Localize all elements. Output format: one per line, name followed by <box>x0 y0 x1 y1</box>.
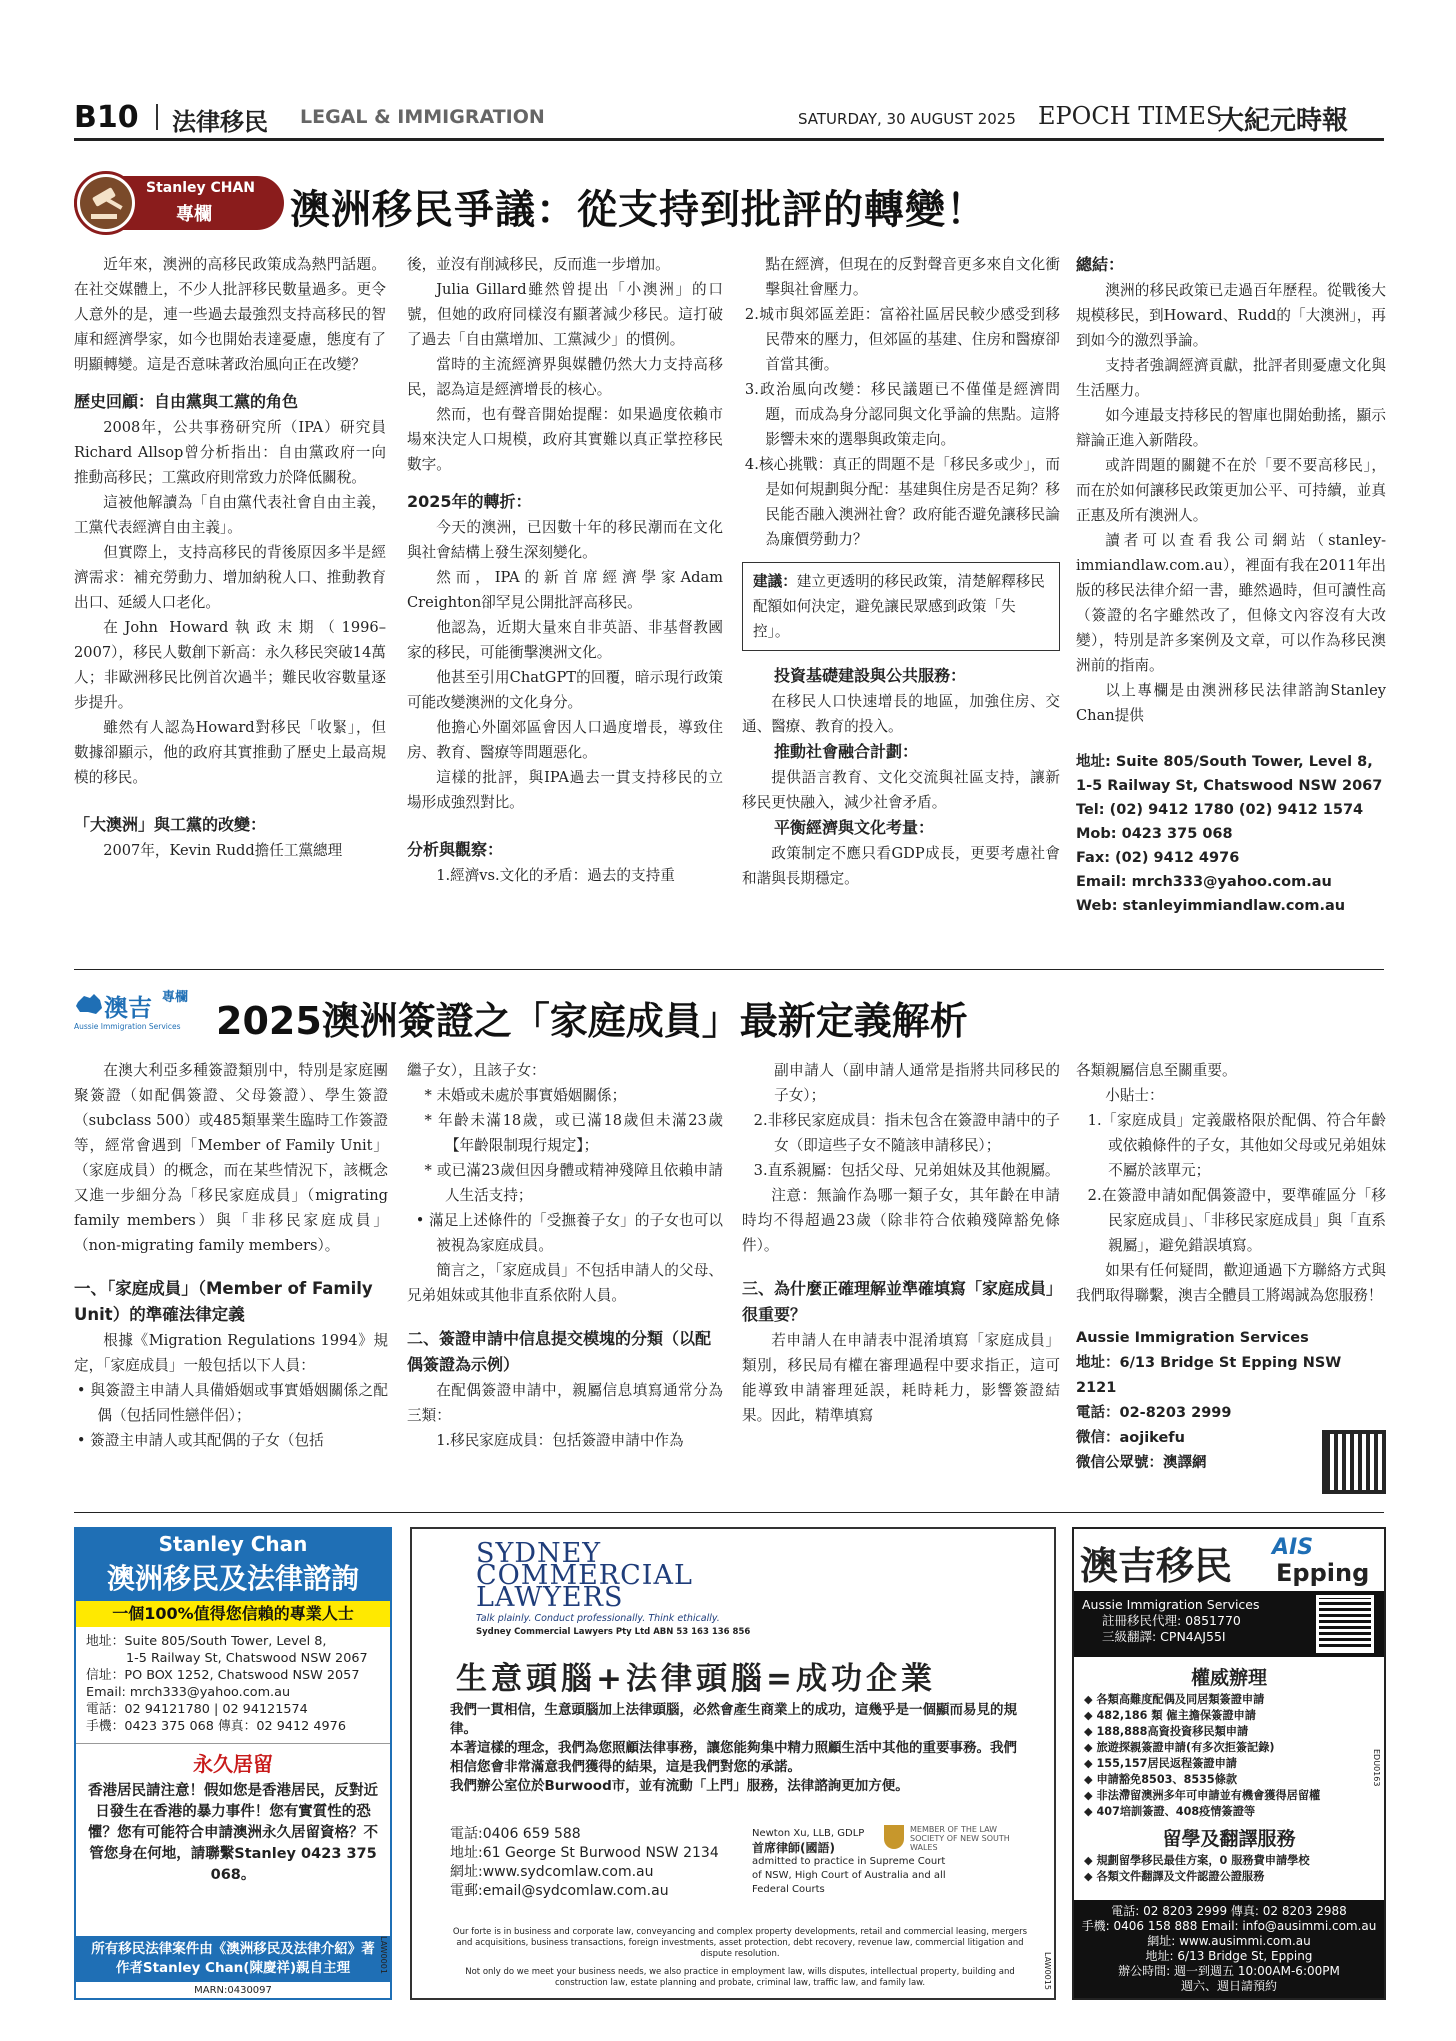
ad1-footer: 所有移民法律案件由《澳洲移民及法律介紹》著作者Stanley Chan(陳慶祥)親自主理 <box>76 1936 390 1982</box>
paragraph: 支持者強調經濟貢獻，批評者則憂慮文化與生活壓力。 <box>1076 357 1386 399</box>
ad3-info <box>1074 1591 1384 1657</box>
paragraph: 後，並沒有削減移民，反而進一步增加。 <box>407 256 670 273</box>
subheading: 總結： <box>1076 255 1125 274</box>
list-item: * 未婚或未處於事實婚姻關係； <box>424 1087 627 1104</box>
paragraph: 2007年，Kevin Rudd擔任工黨總理 <box>103 842 343 859</box>
australia-map-icon <box>74 992 104 1016</box>
paragraph: 副申請人（副申請人通常是指將共同移民的子女）； <box>774 1062 1060 1104</box>
ad3-heading-1: 權威辦理 <box>1190 1667 1267 1689</box>
list-item: • 滿足上述條件的「受撫養子女」的子女也可以被視為家庭成員。 <box>415 1212 723 1254</box>
recommendation-label: 建議： <box>753 573 797 590</box>
a2-col-3 <box>742 1058 1060 1500</box>
list-item: • 與簽證主申請人具備婚姻或事實婚姻關係之配偶（包括同性戀伴侶）； <box>76 1382 388 1424</box>
ad2-tagline: Talk plainly. Conduct professionally. Think ethically. <box>476 1613 720 1624</box>
ad-stanley-chan[interactable] <box>74 1527 392 2000</box>
ad3-epping: Epping <box>1276 1559 1370 1587</box>
ad2-person-name: Newton Xu, LLB, GDLP <box>752 1828 865 1839</box>
subheading: 平衡經濟與文化考量： <box>774 818 935 837</box>
paragraph: 他認為，近期大量來自非英語、非基督教國家的移民，可能衝擊澳洲文化。 <box>407 619 723 661</box>
columnist-name: Stanley CHAN <box>146 180 256 196</box>
paragraph: 注意：無論作為哪一類子女，其年齡在申請時均不得超過23歲（除非符合依賴殘障豁免條件）。 <box>742 1187 1060 1254</box>
a1-col-4 <box>1076 252 1386 962</box>
ad1-subtitle: 永久居留 <box>76 1743 390 1777</box>
contact-wechat: 微信：aojikefu <box>1076 1430 1185 1446</box>
paragraph: 2008年，公共事務研究所（IPA）研究員Richard Allsop曾分析指出：自由黨政府一向推動高移民；工黨政府則常致力於降低關稅。 <box>74 419 386 486</box>
ad2-logo <box>476 1538 693 1613</box>
section-title-en: LEGAL & IMMIGRATION <box>300 106 545 128</box>
subheading: 2025年的轉折： <box>407 492 532 511</box>
subheading: 分析與觀察： <box>407 840 504 859</box>
ad2-phone: 電話:0406 659 588 <box>450 1826 581 1842</box>
ad2-email[interactable]: 電郵:email@sydcomlaw.com.au <box>450 1883 669 1899</box>
ad1-body: 香港居民請注意！假如您是香港居民，反對近日發生在香港的暴力事件！您有實質性的恐懼？您有可能符合申請澳洲永久居留資格？不管您身在何地，請聯繫Stanley 0423 375 068。 <box>88 1783 378 1883</box>
paragraph: 在John Howard執政末期（1996–2007），移民人數創下新高：永久移民突破14萬人；非歐洲移民比例首次過半；難民收容數量逐步提升。 <box>74 619 386 711</box>
ad1-code: LAW0001 <box>379 1936 388 1974</box>
recommendation-text: 建立更透明的移民政策，清楚解釋移民配額如何決定，避免讓民眾感到政策「失控」。 <box>753 573 1045 640</box>
paper-name-en: EPOCH TIMES <box>1038 102 1223 130</box>
contact-address-2: 1-5 Railway St, Chatswood NSW 2067 <box>1076 778 1383 794</box>
ad3-heading-2: 留學及翻譯服務 <box>1162 1828 1296 1850</box>
ad1-name: Stanley Chan <box>76 1529 390 1559</box>
ad3-service: ◆ 非法滯留澳洲多年可申請並有機會獲得居留權 <box>1084 1789 1321 1802</box>
paragraph: 在澳大利亞多種簽證類別中，特別是家庭團聚簽證（如配偶簽證、父母簽證）、學生簽證（subclass 500）或485類畢業生臨時工作簽證等，經常會遇到「Member of Family Unit」（家庭成員）的概念，而在某些情況下，該概念又進一步細分為「移民家庭成員」（migrating family members）與「非移民家庭成員」（non-migrating family members）。 <box>74 1062 388 1254</box>
ad3-service: ◆ 申請豁免8503、8535條款 <box>1084 1773 1238 1786</box>
article-divider <box>74 969 1384 970</box>
paper-name-cn: 大紀元時報 <box>1218 106 1349 136</box>
ad1-line: 手機：0423 375 068 傳真：02 9412 4976 <box>86 1719 346 1734</box>
columnist-label: 專欄 <box>176 204 212 225</box>
page-number: B10 <box>74 100 139 135</box>
ad2-para: 我們辦公室位於Burwood市，並有流動「上門」服務，法律諮詢更加方便。 <box>450 1778 909 1794</box>
ad2-logo-line: COMMERCIAL <box>476 1560 693 1591</box>
paragraph: 點在經濟，但現在的反對聲音更多來自文化衝擊與社會壓力。 <box>765 256 1060 298</box>
section-title-cn: 法律移民 <box>172 108 268 136</box>
ad3-service: ◆ 各類文件翻譯及文件認證公證服務 <box>1084 1870 1265 1883</box>
ad2-address: 地址:61 George St Burwood NSW 2134 <box>450 1845 719 1861</box>
ad3-footer <box>1074 1900 1384 1998</box>
paragraph: 然而，也有聲音開始提醒：如果過度依賴市場來決定人口規模，政府其實難以真正掌控移民數字。 <box>407 406 723 473</box>
ad2-admission: admitted to practice in Supreme Court of NSW, High Court of Australia and all Federal Courts <box>752 1856 946 1895</box>
ad3-service: ◆ 188,888高資投資移民類申請 <box>1084 1725 1249 1738</box>
paragraph: 若申請人在申請表中混淆填寫「家庭成員」類別，移民局有權在審理過程中要求指正，這可能導致申請審理延誤，耗時耗力，影響簽證結果。因此，精準填寫 <box>742 1332 1060 1424</box>
paragraph: 各類親屬信息至關重要。 <box>1076 1062 1237 1079</box>
paragraph: 今天的澳洲，已因數十年的移民潮而在文化與社會結構上發生深刻變化。 <box>407 519 723 561</box>
paragraph: 澳洲的移民政策已走過百年歷程。從戰後大規模移民，到Howard、Rudd的「大澳洲」，再到如今的激烈爭論。 <box>1076 282 1386 349</box>
contact-block <box>1076 750 1386 918</box>
ad2-website[interactable]: 網址:www.sydcomlaw.com.au <box>450 1864 654 1880</box>
ad2-logo-line: SYDNEY <box>476 1538 602 1569</box>
list-item: 2.在簽證申請如配偶簽證中，要準確區分「移民家庭成員」、「非移民家庭成員」與「直系親屬」，避免錯誤填寫。 <box>1087 1187 1386 1254</box>
paragraph: 如果有任何疑問，歡迎通過下方聯絡方式與我們取得聯繫，澳吉全體員工將竭誠為您服務！ <box>1076 1262 1386 1304</box>
list-item: 2.城市與郊區差距：富裕社區居民較少感受到移民帶來的壓力，但郊區的基建、住房和醫療卻首當其衝。 <box>744 306 1060 373</box>
ad3-line: 三級翻譯: CPN4AJ55I <box>1102 1629 1226 1644</box>
a2-col-2 <box>407 1058 723 1500</box>
aussie-logo <box>74 990 204 1040</box>
logo-name: 澳吉 <box>104 994 152 1022</box>
paragraph: 讀者可以查看我公司網站（stanley-immiandlaw.com.au），裡面有我在2011年出版的移民法律介紹一書，雖然過時，但可讀性高（簽證的名字雖然改了，但條文內容沒有大改變），特別是許多案例及文章，可以作為移民澳洲前的指南。 <box>1076 532 1386 674</box>
subheading: 「大澳洲」與工黨的改變： <box>74 815 267 834</box>
ad3-service: ◆ 規劃留學移民最佳方案，0 服務費申請學校 <box>1084 1854 1310 1867</box>
ad2-company: Sydney Commercial Lawyers Pty Ltd ABN 53 163 136 856 <box>476 1627 751 1637</box>
article-title: 2025澳洲簽證之「家庭成員」最新定義解析 <box>216 999 968 1043</box>
paragraph: 當時的主流經濟界與媒體仍然大力支持高移民，認為這是經濟增長的核心。 <box>407 356 723 398</box>
ads-divider <box>74 1512 1384 1513</box>
paragraph: 他甚至引用ChatGPT的回覆，暗示現行政策可能改變澳洲的文化身分。 <box>407 669 723 711</box>
ad2-para: 本著這樣的理念，我們為您照顧法律事務，讓您能夠集中精力照顧生活中其他的重要事務。我們相信您會非常滿意我們獲得的結果，這是我們對您的承諾。 <box>450 1740 1017 1775</box>
paragraph: 政策制定不應只看GDP成長，更要考慮社會和諧與長期穩定。 <box>742 845 1060 887</box>
ad-aussie-immigration[interactable] <box>1072 1527 1386 2000</box>
ad1-marn: MARN:0430097 <box>194 1985 272 1996</box>
list-item: 2.非移民家庭成員：指未包含在簽證申請中的子女（即這些子女不隨該申請移民）； <box>753 1112 1060 1154</box>
ad2-code: LAW0015 <box>1043 1952 1052 1990</box>
contact-address: 地址: Suite 805/South Tower, Level 8, <box>1076 754 1373 770</box>
paragraph: 雖然有人認為Howard對移民「收緊」，但數據卻顯示，他的政府其實推動了歷史上最高規模的移民。 <box>74 719 386 786</box>
ad2-body <box>450 1701 1030 1796</box>
ad3-header <box>1074 1529 1384 1591</box>
ad2-fine-1: Our forte is in business and corporate law, conveyancing and complex property developments, retail and commercial leasing, mergers and acquisitions, business transactions, foreign investments, asset protection, debt recovery, revenue law, commercial litigation and dispute resolution. <box>452 1927 1028 1959</box>
ad3-title: 澳吉移民 <box>1080 1544 1233 1588</box>
ad3-service: ◆ 482,186 類 僱主擔保簽證申請 <box>1084 1709 1256 1722</box>
ad3-service: ◆ 各類高難度配偶及同居類簽證申請 <box>1084 1693 1265 1706</box>
contact-company: Aussie Immigration Services <box>1076 1330 1309 1346</box>
paragraph: 然而，IPA的新首席經濟學家Adam Creighton卻罕見公開批評高移民。 <box>407 569 723 611</box>
subheading: 三、為什麼正確理解並準確填寫「家庭成員」很重要？ <box>742 1279 1055 1324</box>
a1-col-3 <box>742 252 1060 952</box>
tips-label: 小貼士： <box>1105 1087 1164 1104</box>
ad2-headline: 生意頭腦+法律頭腦=成功企業 <box>456 1661 936 1697</box>
ad3-line: Aussie Immigration Services <box>1082 1597 1260 1612</box>
ad3-code: EDU0163 <box>1372 1749 1381 1787</box>
paragraph: 簡言之，「家庭成員」不包括申請人的父母、兄弟姐妹或其他非直系依附人員。 <box>407 1262 723 1304</box>
ad2-para: 我們一貫相信，生意頭腦加上法律頭腦，必然會產生商業上的成功，這幾乎是一個顯而易見的規律。 <box>450 1702 1017 1737</box>
ad1-slogan: 一個100%值得您信賴的專業人士 <box>76 1601 390 1627</box>
subheading: 一、「家庭成員」（Member of Family Unit）的準確法律定義 <box>74 1279 373 1324</box>
paragraph: 以上專欄是由澳洲移民法律諮詢Stanley Chan提供 <box>1076 682 1386 724</box>
contact-web[interactable]: Web: stanleyimmiandlaw.com.au <box>1076 898 1346 914</box>
ad3-line: 註冊移民代理: 0851770 <box>1102 1613 1241 1628</box>
paragraph: 根據《Migration Regulations 1994》規定，「家庭成員」一般包括以下人員： <box>74 1332 388 1374</box>
logo-subtitle: Aussie Immigration Services <box>74 1022 181 1031</box>
a2-col-1 <box>74 1058 388 1500</box>
contact-address: 地址：6/13 Bridge St Epping NSW 2121 <box>1076 1355 1342 1396</box>
paragraph: 他擔心外圍郊區會因人口過度增長，導致住房、教育、醫療等問題惡化。 <box>407 719 723 761</box>
qr-code-icon[interactable] <box>1316 1595 1374 1653</box>
paragraph: 近年來，澳洲的高移民政策成為熱門話題。在社交媒體上，不少人批評移民數量過多。更令人意外的是，連一些過去最強烈支持高移民的智庫和經濟學家，如今也開始表達憂慮，態度有了明顯轉變。這是否意味著政治風向正在改變？ <box>74 256 386 373</box>
ad3-ais: AIS <box>1272 1535 1314 1560</box>
list-item: 4.核心挑戰：真正的問題不是「移民多或少」，而是如何規劃與分配：基建與住房是否足夠？移民能否融入澳洲社會？政府能否避免讓移民論為廉價勞動力？ <box>744 456 1060 548</box>
ad2-member: MEMBER OF THE LAW SOCIETY OF NEW SOUTH WALES <box>910 1825 1010 1852</box>
paragraph: 1.移民家庭成員：包括簽證申請中作為 <box>436 1432 684 1449</box>
ad1-line: 1-5 Railway St, Chatswood NSW 2067 <box>126 1651 368 1666</box>
ad2-fine-2: Not only do we meet your business needs, we also practice in employment law, wills disputes, intellectual property, building and construction law, estate planning and probate, criminal law, traffic law, and family law. <box>465 1967 1015 1988</box>
ad3-foot-line: 辦公時間: 週一到週五 10:00AM-6:00PM <box>1118 1964 1340 1978</box>
paragraph: 繼子女），且該子女： <box>407 1062 546 1079</box>
subheading: 推動社會融合計劃： <box>774 742 919 761</box>
contact-wechat-official: 微信公眾號：澳譯網 <box>1076 1455 1207 1471</box>
paragraph: 但實際上，支持高移民的背後原因多半是經濟需求：補充勞動力、增加納稅人口、推動教育出口、延緩人口老化。 <box>74 544 386 611</box>
paragraph: 如今連最支持移民的智庫也開始動搖，顯示辯論正進入新階段。 <box>1076 407 1386 449</box>
header-divider <box>156 104 158 130</box>
paragraph: 在移民人口快速增長的地區，加強住房、交通、醫療、教育的投入。 <box>742 693 1060 735</box>
paragraph: 這被他解讀為「自由黨代表社會自由主義，工黨代表經濟自由主義」。 <box>74 494 386 536</box>
paragraph: 1.經濟vs.文化的矛盾：過去的支持重 <box>436 867 675 884</box>
subheading: 二、簽證申請中信息提交模塊的分類（以配偶簽證為示例） <box>407 1329 712 1374</box>
subheading: 歷史回顧：自由黨與工黨的角色 <box>74 392 299 411</box>
ad-sydney-commercial-lawyers[interactable] <box>410 1527 1056 2000</box>
a1-col-1 <box>74 252 386 952</box>
list-item: 3.政治風向改變：移民議題已不僅僅是經濟問題，而成為身分認同與文化爭論的焦點。這將影響未來的選舉與政策走向。 <box>744 381 1060 448</box>
contact-phone: 電話：02-8203 2999 <box>1076 1405 1232 1421</box>
gavel-icon <box>74 171 138 235</box>
a1-col-2 <box>407 252 723 952</box>
contact-email[interactable]: Email: mrch333@yahoo.com.au <box>1076 874 1332 890</box>
header-rule <box>74 138 1384 141</box>
ad1-line: 電話：02 94121780 | 02 94121574 <box>86 1702 308 1717</box>
ad3-service: ◆ 旅遊探親簽證申請(有多次拒簽記錄) <box>1084 1741 1275 1754</box>
subheading: 投資基礎建設與公共服務： <box>774 666 967 685</box>
list-item: * 年齡未滿18歲，或已滿18歲但未滿23歲【年齡限制現行規定】； <box>424 1112 723 1154</box>
contact-tel: Tel: (02) 9412 1780 (02) 9412 1574 <box>1076 802 1364 818</box>
ad1-line: 地址：Suite 805/South Tower, Level 8, <box>86 1634 327 1649</box>
paragraph: 提供語言教育、文化交流與社區支持，讓新移民更快融入，減少社會矛盾。 <box>742 769 1060 811</box>
list-item: 3.直系親屬：包括父母、兄弟姐妹及其他親屬。 <box>753 1162 1060 1179</box>
list-item: * 或已滿23歲但因身體或精神殘障且依賴申請人生活支持； <box>424 1162 723 1204</box>
issue-date: SATURDAY, 30 AUGUST 2025 <box>798 110 1016 128</box>
law-society-crest-icon <box>884 1825 904 1849</box>
contact-mobile: Mob: 0423 375 068 <box>1076 826 1233 842</box>
paragraph: 這樣的批評，與IPA過去一貫支持移民的立場形成強烈對比。 <box>407 769 723 811</box>
contact-fax: Fax: (02) 9412 4976 <box>1076 850 1240 866</box>
paragraph: 或許問題的關鍵不在於「要不要高移民」，而在於如何讓移民政策更加公平、可持續，並真正惠及所有澳洲人。 <box>1076 457 1386 524</box>
ad2-contacts <box>450 1825 719 1901</box>
ad1-line: Email: mrch333@yahoo.com.au <box>86 1685 291 1700</box>
ad3-foot-line: 地址: 6/13 Bridge St, Epping <box>1145 1949 1313 1963</box>
qr-code-icon[interactable] <box>1322 1430 1386 1494</box>
article-title: 澳洲移民爭議：從支持到批評的轉變！ <box>290 187 987 233</box>
ad3-foot-line: 手機: 0406 158 888 Email: info@ausimmi.com.au <box>1081 1919 1377 1933</box>
ad2-person-title: 首席律師(國語) <box>752 1841 835 1855</box>
ad2-logo-line: LAWYERS <box>476 1582 624 1613</box>
ad3-service: ◆ 407培訓簽證、408疫情簽證等 <box>1084 1805 1256 1818</box>
ad1-title: 澳洲移民及法律諮詢 <box>76 1559 390 1601</box>
list-item: 1.「家庭成員」定義嚴格限於配偶、符合年齡或依賴條件的子女，其他如父母或兄弟姐妹不屬於該單元； <box>1087 1112 1386 1179</box>
logo-tag: 專欄 <box>162 990 189 1005</box>
ad3-service: ◆ 155,157居民返程簽證申請 <box>1084 1757 1237 1770</box>
list-item: • 簽證主申請人或其配偶的子女（包括 <box>76 1432 324 1449</box>
ad1-line: 信址：PO BOX 1252, Chatswood NSW 2057 <box>86 1668 360 1683</box>
ad3-foot-line: 週六、週日請預約 <box>1180 1979 1277 1993</box>
ad3-foot-line: 網址: www.ausimmi.com.au <box>1147 1934 1311 1948</box>
recommendation-box <box>742 562 1060 651</box>
paragraph: 在配偶簽證申請中，親屬信息填寫通常分為三類： <box>407 1382 723 1424</box>
paragraph: Julia Gillard雖然曾提出「小澳洲」的口號，但她的政府同樣沒有顯著減少移民。這打破了過去「自由黨增加、工黨減少」的慣例。 <box>407 281 723 348</box>
ad3-foot-line: 電話: 02 8203 2999 傳真: 02 8203 2988 <box>1111 1904 1347 1918</box>
